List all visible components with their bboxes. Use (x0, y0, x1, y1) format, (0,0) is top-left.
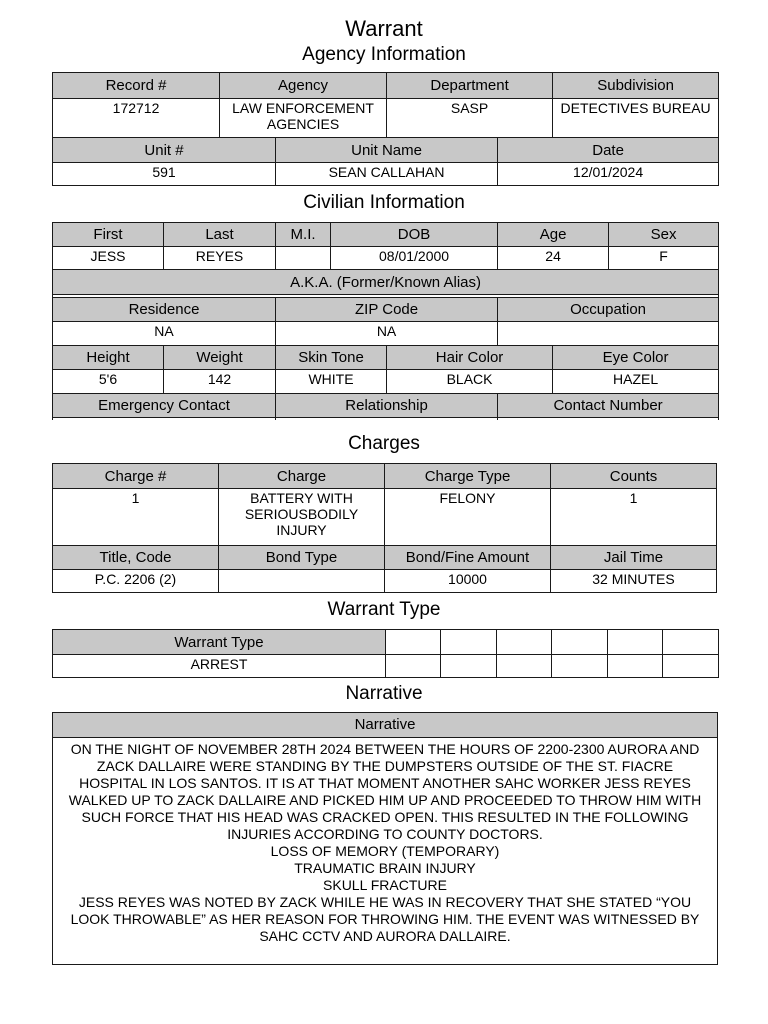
narrative-line: HOSPITAL IN LOS SANTOS. IT IS AT THAT MOMENT ANOTHER SAHC WORKER JESS REYES (79, 775, 691, 791)
last-name-value: REYES (164, 247, 276, 270)
warrant-type-empty-cell (497, 630, 552, 655)
department-value: SASP (387, 99, 553, 138)
header-dob: DOB (331, 223, 498, 247)
warrant-type-empty-cell (608, 630, 663, 655)
narrative-line: INJURIES ACCORDING TO COUNTY DOCTORS. (227, 826, 543, 842)
weight-value: 142 (164, 370, 276, 394)
charge-value-line-2: SERIOUSBODILY (244, 506, 359, 522)
narrative-line: WALKED UP TO ZACK DALLAIRE AND PICKED HIM UP AND PROCEEDED TO THROW HIM WITH (68, 792, 702, 808)
header-bond-fine-amount: Bond/Fine Amount (385, 546, 551, 570)
warrant-type-empty-cell (386, 630, 441, 655)
header-charge-number: Charge # (53, 464, 219, 489)
charge-number-value: 1 (53, 489, 219, 546)
header-jail-time: Jail Time (551, 546, 717, 570)
header-charge-type: Charge Type (385, 464, 551, 489)
narrative-line: ZACK DALLAIRE WERE STANDING BY THE DUMPSTERS OUTSIDE OF THE ST. FIACRE (96, 758, 674, 774)
charges-table (52, 463, 717, 593)
header-emergency-contact: Emergency Contact (53, 394, 276, 418)
charges-section-heading: Charges (348, 433, 420, 454)
header-hair-color: Hair Color (387, 346, 553, 370)
header-title-code: Title, Code (53, 546, 219, 570)
warrant-type-empty-cell (497, 655, 552, 678)
header-contact-number: Contact Number (498, 394, 719, 418)
charge-value-line-3: INJURY (276, 522, 327, 538)
header-first: First (53, 223, 164, 247)
agency-value-line-1: LAW ENFORCEMENT (232, 100, 374, 116)
header-warrant-type: Warrant Type (53, 630, 386, 655)
residence-value: NA (53, 322, 276, 346)
occupation-value (498, 322, 719, 346)
header-record-number: Record # (53, 73, 220, 99)
relationship-value (276, 418, 498, 421)
contact-number-value (498, 418, 719, 421)
header-occupation: Occupation (498, 298, 719, 322)
mi-value (276, 247, 331, 270)
narrative-line: JESS REYES WAS NOTED BY ZACK WHILE HE WAS IN RECOVERY THAT SHE STATED “YOU (78, 894, 692, 910)
header-mi: M.I. (276, 223, 331, 247)
header-charge: Charge (219, 464, 385, 489)
warrant-type-empty-cell (552, 630, 608, 655)
header-agency: Agency (220, 73, 387, 99)
emergency-contact-value (53, 418, 276, 421)
page-title: Warrant (345, 16, 423, 41)
header-date: Date (498, 138, 719, 163)
eye-color-value: HAZEL (553, 370, 719, 394)
header-skin-tone: Skin Tone (276, 346, 387, 370)
bond-fine-amount-value: 10000 (385, 570, 551, 593)
narrative-line: LOOK THROWABLE” AS HER REASON FOR THROWING HIM. THE EVENT WAS WITNESSED BY (70, 911, 700, 927)
narrative-box (52, 712, 718, 965)
bond-type-value (219, 570, 385, 593)
warrant-type-empty-cell (663, 630, 719, 655)
first-name-value: JESS (53, 247, 164, 270)
height-value: 5'6 (53, 370, 164, 394)
narrative-line: SAHC CCTV AND AURORA DALLAIRE. (259, 928, 511, 944)
header-relationship: Relationship (276, 394, 498, 418)
unit-name-value: SEAN CALLAHAN (276, 163, 498, 186)
hair-color-value: BLACK (387, 370, 553, 394)
title-code-value: P.C. 2206 (2) (53, 570, 219, 593)
warrant-type-empty-cell (386, 655, 441, 678)
jail-time-value: 32 MINUTES (551, 570, 717, 593)
unit-number-value: 591 (53, 163, 276, 186)
header-eye-color: Eye Color (553, 346, 719, 370)
warrant-type-table (52, 629, 719, 678)
warrant-type-empty-cell (663, 655, 719, 678)
warrant-type-empty-cell (552, 655, 608, 678)
warrant-type-value: ARREST (53, 655, 386, 678)
charge-value (219, 489, 385, 546)
header-unit-number: Unit # (53, 138, 276, 163)
charge-value-line-1: BATTERY WITH (250, 490, 353, 506)
skin-tone-value: WHITE (276, 370, 387, 394)
header-last: Last (164, 223, 276, 247)
header-aka: A.K.A. (Former/Known Alias) (53, 270, 719, 295)
subdivision-value: DETECTIVES BUREAU (553, 99, 719, 138)
header-subdivision: Subdivision (553, 73, 719, 99)
charge-type-value: FELONY (385, 489, 551, 546)
agency-value-line-2: AGENCIES (266, 116, 340, 132)
narrative-section-heading: Narrative (345, 683, 423, 704)
header-residence: Residence (53, 298, 276, 322)
record-number-value: 172712 (53, 99, 220, 138)
header-weight: Weight (164, 346, 276, 370)
narrative-line: ON THE NIGHT OF NOVEMBER 28TH 2024 BETWEEN THE HOURS OF 2200-2300 AURORA AND (70, 741, 700, 757)
header-zip: ZIP Code (276, 298, 498, 322)
warrant-type-empty-cell (441, 630, 497, 655)
narrative-body (52, 738, 718, 965)
warrant-type-section-heading: Warrant Type (327, 599, 441, 620)
header-department: Department (387, 73, 553, 99)
age-value: 24 (498, 247, 609, 270)
narrative-line: SUCH FORCE THAT HIS HEAD WAS CRACKED OPEN. THIS RESULTED IN THE FOLLOWING (81, 809, 689, 825)
civilian-table (52, 222, 719, 420)
header-height: Height (53, 346, 164, 370)
agency-table (52, 72, 719, 186)
zip-value: NA (276, 322, 498, 346)
narrative-line: LOSS OF MEMORY (TEMPORARY) (270, 843, 500, 859)
header-unit-name: Unit Name (276, 138, 498, 163)
agency-value (220, 99, 387, 138)
header-age: Age (498, 223, 609, 247)
header-sex: Sex (609, 223, 719, 247)
warrant-type-empty-cell (608, 655, 663, 678)
dob-value: 08/01/2000 (331, 247, 498, 270)
header-bond-type: Bond Type (219, 546, 385, 570)
narrative-header: Narrative (52, 712, 718, 738)
counts-value: 1 (551, 489, 717, 546)
date-value: 12/01/2024 (498, 163, 719, 186)
civilian-section-heading: Civilian Information (303, 192, 465, 213)
sex-value: F (609, 247, 719, 270)
narrative-line: SKULL FRACTURE (323, 877, 447, 893)
header-counts: Counts (551, 464, 717, 489)
narrative-line: TRAUMATIC BRAIN INJURY (294, 860, 476, 876)
warrant-type-empty-cell (441, 655, 497, 678)
agency-section-heading: Agency Information (302, 44, 466, 65)
